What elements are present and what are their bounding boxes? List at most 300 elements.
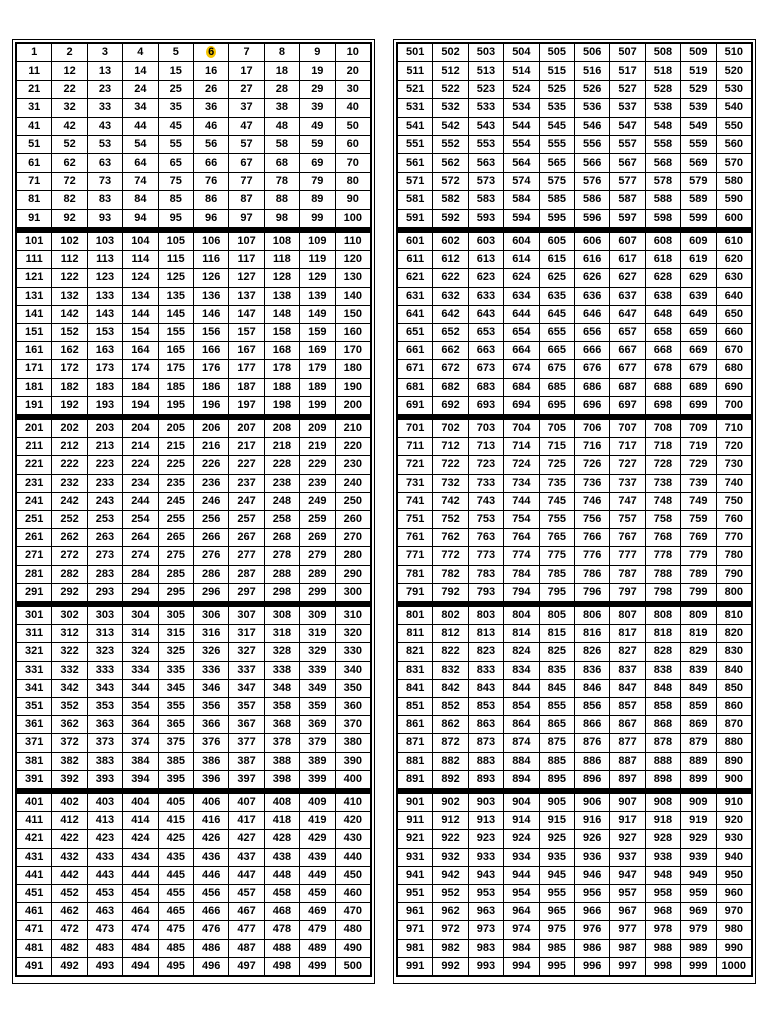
number-cell: 264 [123, 529, 158, 547]
number-table [16, 793, 371, 976]
number-cell: 125 [158, 269, 193, 287]
number-cell: 343 [87, 679, 122, 697]
number-cell: 61 [17, 154, 52, 172]
number-cell: 369 [300, 716, 335, 734]
number-cell: 653 [468, 323, 503, 341]
number-cell: 460 [335, 884, 370, 902]
number-cell: 895 [539, 770, 574, 788]
number-cell: 728 [645, 456, 680, 474]
number-cell: 240 [335, 474, 370, 492]
number-cell: 162 [52, 342, 87, 360]
number-cell: 543 [468, 117, 503, 135]
number-cell: 221 [17, 456, 52, 474]
number-cell: 502 [433, 44, 468, 62]
number-cell: 262 [52, 529, 87, 547]
number-cell: 688 [645, 378, 680, 396]
number-cell: 928 [645, 830, 680, 848]
number-cell: 187 [229, 378, 264, 396]
number-cell: 637 [610, 287, 645, 305]
number-cell: 891 [398, 770, 433, 788]
number-cell: 209 [300, 420, 335, 438]
number-cell: 116 [193, 251, 228, 269]
number-cell: 326 [193, 643, 228, 661]
number-cell: 48 [264, 117, 299, 135]
number-cell: 802 [433, 607, 468, 625]
number-cell: 370 [335, 716, 370, 734]
number-cell: 761 [398, 529, 433, 547]
number-cell: 175 [158, 360, 193, 378]
number-cell: 352 [52, 697, 87, 715]
number-cell: 765 [539, 529, 574, 547]
number-cell: 588 [645, 191, 680, 209]
number-cell: 995 [539, 957, 574, 975]
number-cell: 561 [398, 154, 433, 172]
number-cell: 959 [681, 884, 716, 902]
number-cell: 545 [539, 117, 574, 135]
number-cell: 409 [300, 794, 335, 812]
number-cell: 431 [17, 848, 52, 866]
number-cell: 513 [468, 62, 503, 80]
number-block [15, 42, 372, 229]
number-cell: 149 [300, 305, 335, 323]
number-cell: 132 [52, 287, 87, 305]
number-cell: 211 [17, 438, 52, 456]
number-cell: 173 [87, 360, 122, 378]
number-cell: 207 [229, 420, 264, 438]
number-cell: 167 [229, 342, 264, 360]
table-row [398, 770, 752, 788]
number-cell: 940 [716, 848, 751, 866]
number-cell: 3 [87, 44, 122, 62]
number-cell: 785 [539, 565, 574, 583]
number-cell: 725 [539, 456, 574, 474]
number-cell: 180 [335, 360, 370, 378]
number-cell: 260 [335, 510, 370, 528]
number-cell: 524 [504, 80, 539, 98]
table-row [398, 866, 752, 884]
number-cell: 843 [468, 679, 503, 697]
number-cell: 297 [229, 583, 264, 601]
number-cell: 982 [433, 939, 468, 957]
table-row [17, 44, 371, 62]
table-row [17, 154, 371, 172]
number-cell: 903 [468, 794, 503, 812]
number-cell: 5 [158, 44, 193, 62]
number-cell: 606 [574, 233, 609, 251]
number-cell: 42 [52, 117, 87, 135]
number-cell: 401 [17, 794, 52, 812]
number-cell: 67 [229, 154, 264, 172]
number-cell: 956 [574, 884, 609, 902]
number-cell: 491 [17, 957, 52, 975]
number-cell: 198 [264, 396, 299, 414]
number-cell: 248 [264, 492, 299, 510]
number-cell: 231 [17, 474, 52, 492]
table-row [17, 812, 371, 830]
number-cell: 533 [468, 99, 503, 117]
number-cell: 507 [610, 44, 645, 62]
number-cell: 314 [123, 625, 158, 643]
number-cell: 183 [87, 378, 122, 396]
number-cell: 24 [123, 80, 158, 98]
number-cell: 879 [681, 734, 716, 752]
number-cell: 135 [158, 287, 193, 305]
number-cell: 573 [468, 172, 503, 190]
number-cell: 268 [264, 529, 299, 547]
number-cell: 825 [539, 643, 574, 661]
number-cell: 462 [52, 903, 87, 921]
number-cell: 423 [87, 830, 122, 848]
number-cell: 815 [539, 625, 574, 643]
number-cell: 171 [17, 360, 52, 378]
number-cell: 213 [87, 438, 122, 456]
number-cell: 764 [504, 529, 539, 547]
number-cell: 987 [610, 939, 645, 957]
number-cell: 665 [539, 342, 574, 360]
number-cell: 767 [610, 529, 645, 547]
number-cell: 83 [87, 191, 122, 209]
number-cell: 487 [229, 939, 264, 957]
number-cell: 821 [398, 643, 433, 661]
number-cell: 804 [504, 607, 539, 625]
number-cell: 696 [574, 396, 609, 414]
number-cell: 113 [87, 251, 122, 269]
number-cell: 110 [335, 233, 370, 251]
number-cell: 854 [504, 697, 539, 715]
number-cell: 587 [610, 191, 645, 209]
number-cell: 397 [229, 770, 264, 788]
number-cell: 349 [300, 679, 335, 697]
number-cell: 852 [433, 697, 468, 715]
number-cell: 347 [229, 679, 264, 697]
number-cell: 824 [504, 643, 539, 661]
table-row [17, 233, 371, 251]
number-cell: 159 [300, 323, 335, 341]
number-cell: 918 [645, 812, 680, 830]
table-row [398, 323, 752, 341]
number-cell: 759 [681, 510, 716, 528]
number-cell: 182 [52, 378, 87, 396]
table-row [398, 172, 752, 190]
number-cell: 707 [610, 420, 645, 438]
number-cell: 862 [433, 716, 468, 734]
number-cell: 853 [468, 697, 503, 715]
number-cell: 822 [433, 643, 468, 661]
number-cell: 988 [645, 939, 680, 957]
number-cell: 14 [123, 62, 158, 80]
number-cell: 316 [193, 625, 228, 643]
number-cell: 295 [158, 583, 193, 601]
number-cell: 58 [264, 135, 299, 153]
table-row [17, 305, 371, 323]
number-cell: 367 [229, 716, 264, 734]
number-cell: 958 [645, 884, 680, 902]
number-cell: 324 [123, 643, 158, 661]
number-cell: 935 [539, 848, 574, 866]
number-cell: 429 [300, 830, 335, 848]
number-cell: 474 [123, 921, 158, 939]
number-cell: 227 [229, 456, 264, 474]
number-cell: 136 [193, 287, 228, 305]
number-cell: 538 [645, 99, 680, 117]
number-cell: 884 [504, 752, 539, 770]
number-cell: 565 [539, 154, 574, 172]
number-cell: 947 [610, 866, 645, 884]
number-cell: 32 [52, 99, 87, 117]
number-cell: 89 [300, 191, 335, 209]
number-cell: 577 [610, 172, 645, 190]
number-cell: 830 [716, 643, 751, 661]
number-block [15, 229, 372, 416]
number-cell: 839 [681, 661, 716, 679]
table-row [17, 939, 371, 957]
number-cell: 527 [610, 80, 645, 98]
number-cell: 563 [468, 154, 503, 172]
number-cell: 768 [645, 529, 680, 547]
table-row [17, 679, 371, 697]
table-row [17, 529, 371, 547]
number-cell: 690 [716, 378, 751, 396]
number-cell: 41 [17, 117, 52, 135]
number-cell: 832 [433, 661, 468, 679]
number-cell: 773 [468, 547, 503, 565]
number-cell: 621 [398, 269, 433, 287]
number-cell: 541 [398, 117, 433, 135]
number-cell: 838 [645, 661, 680, 679]
number-cell: 581 [398, 191, 433, 209]
number-cell: 579 [681, 172, 716, 190]
table-row [17, 770, 371, 788]
number-cell: 253 [87, 510, 122, 528]
number-cell: 609 [681, 233, 716, 251]
number-block [15, 790, 372, 977]
number-cell: 596 [574, 209, 609, 227]
number-cell: 425 [158, 830, 193, 848]
number-cell: 608 [645, 233, 680, 251]
number-cell: 692 [433, 396, 468, 414]
number-cell: 364 [123, 716, 158, 734]
number-cell: 740 [716, 474, 751, 492]
number-cell: 340 [335, 661, 370, 679]
number-cell: 285 [158, 565, 193, 583]
number-cell: 809 [681, 607, 716, 625]
table-row [398, 378, 752, 396]
number-cell: 656 [574, 323, 609, 341]
number-cell: 128 [264, 269, 299, 287]
number-cell: 181 [17, 378, 52, 396]
number-cell: 366 [193, 716, 228, 734]
number-cell: 451 [17, 884, 52, 902]
number-cell: 590 [716, 191, 751, 209]
number-cell: 301 [17, 607, 52, 625]
number-cell: 564 [504, 154, 539, 172]
number-cell: 225 [158, 456, 193, 474]
number-cell: 289 [300, 565, 335, 583]
number-cell: 562 [433, 154, 468, 172]
number-cell: 938 [645, 848, 680, 866]
number-cell: 427 [229, 830, 264, 848]
number-cell: 921 [398, 830, 433, 848]
number-cell: 791 [398, 583, 433, 601]
number-cell: 154 [123, 323, 158, 341]
number-cell: 643 [468, 305, 503, 323]
number-cell: 619 [681, 251, 716, 269]
number-cell: 634 [504, 287, 539, 305]
number-cell: 353 [87, 697, 122, 715]
number-cell: 769 [681, 529, 716, 547]
number-cell: 284 [123, 565, 158, 583]
number-cell: 403 [87, 794, 122, 812]
number-cell: 610 [716, 233, 751, 251]
number-cell: 8 [264, 44, 299, 62]
number-cell: 483 [87, 939, 122, 957]
number-cell: 339 [300, 661, 335, 679]
number-cell: 226 [193, 456, 228, 474]
number-cell: 997 [610, 957, 645, 975]
number-cell: 15 [158, 62, 193, 80]
number-cell: 258 [264, 510, 299, 528]
number-cell: 114 [123, 251, 158, 269]
table-row [398, 251, 752, 269]
number-cell: 449 [300, 866, 335, 884]
number-cell: 465 [158, 903, 193, 921]
number-cell: 661 [398, 342, 433, 360]
number-cell: 859 [681, 697, 716, 715]
number-cell: 719 [681, 438, 716, 456]
number-cell: 219 [300, 438, 335, 456]
number-cell: 806 [574, 607, 609, 625]
number-cell: 500 [335, 957, 370, 975]
number-cell: 908 [645, 794, 680, 812]
number-cell: 601 [398, 233, 433, 251]
number-cell: 560 [716, 135, 751, 153]
number-cell: 695 [539, 396, 574, 414]
number-cell: 239 [300, 474, 335, 492]
number-cell: 955 [539, 884, 574, 902]
number-cell: 749 [681, 492, 716, 510]
number-cell: 261 [17, 529, 52, 547]
table-row [398, 939, 752, 957]
number-cell: 945 [539, 866, 574, 884]
number-cell: 984 [504, 939, 539, 957]
number-cell: 595 [539, 209, 574, 227]
number-cell: 580 [716, 172, 751, 190]
number-cell: 230 [335, 456, 370, 474]
number-cell: 926 [574, 830, 609, 848]
number-cell: 271 [17, 547, 52, 565]
number-cell: 335 [158, 661, 193, 679]
number-cell: 13 [87, 62, 122, 80]
number-cell: 939 [681, 848, 716, 866]
number-cell: 529 [681, 80, 716, 98]
number-cell: 762 [433, 529, 468, 547]
number-cell: 433 [87, 848, 122, 866]
number-cell: 831 [398, 661, 433, 679]
number-cell: 348 [264, 679, 299, 697]
number-cell: 964 [504, 903, 539, 921]
number-cell: 936 [574, 848, 609, 866]
number-cell: 202 [52, 420, 87, 438]
table-row [398, 884, 752, 902]
number-cell: 160 [335, 323, 370, 341]
number-cell: 272 [52, 547, 87, 565]
number-cell: 828 [645, 643, 680, 661]
table-row [398, 287, 752, 305]
number-cell: 365 [158, 716, 193, 734]
number-cell: 948 [645, 866, 680, 884]
number-cell: 913 [468, 812, 503, 830]
number-cell: 148 [264, 305, 299, 323]
number-cell: 974 [504, 921, 539, 939]
number-cell: 670 [716, 342, 751, 360]
number-cell: 457 [229, 884, 264, 902]
number-cell: 989 [681, 939, 716, 957]
number-cell: 911 [398, 812, 433, 830]
number-cell: 481 [17, 939, 52, 957]
number-cell: 803 [468, 607, 503, 625]
number-cell: 29 [300, 80, 335, 98]
number-cell: 138 [264, 287, 299, 305]
number-cell: 813 [468, 625, 503, 643]
number-cell: 410 [335, 794, 370, 812]
number-cell: 836 [574, 661, 609, 679]
number-cell: 795 [539, 583, 574, 601]
number-cell: 797 [610, 583, 645, 601]
number-cell: 671 [398, 360, 433, 378]
number-cell: 94 [123, 209, 158, 227]
number-cell: 328 [264, 643, 299, 661]
number-cell: 980 [716, 921, 751, 939]
table-row [17, 287, 371, 305]
number-cell: 450 [335, 866, 370, 884]
table-row [17, 661, 371, 679]
number-cell: 542 [433, 117, 468, 135]
number-cell: 476 [193, 921, 228, 939]
number-cell: 631 [398, 287, 433, 305]
number-cell: 57 [229, 135, 264, 153]
number-cell: 973 [468, 921, 503, 939]
number-cell: 641 [398, 305, 433, 323]
number-cell: 503 [468, 44, 503, 62]
number-cell: 133 [87, 287, 122, 305]
number-cell: 750 [716, 492, 751, 510]
number-cell: 840 [716, 661, 751, 679]
number-cell: 774 [504, 547, 539, 565]
number-cell: 681 [398, 378, 433, 396]
number-cell: 304 [123, 607, 158, 625]
number-cell: 345 [158, 679, 193, 697]
number-cell: 223 [87, 456, 122, 474]
number-cell: 518 [645, 62, 680, 80]
number-cell: 553 [468, 135, 503, 153]
number-cell: 387 [229, 752, 264, 770]
number-cell: 927 [610, 830, 645, 848]
table-row [398, 44, 752, 62]
number-cell: 568 [645, 154, 680, 172]
table-row [398, 848, 752, 866]
number-cell: 184 [123, 378, 158, 396]
number-cell: 521 [398, 80, 433, 98]
number-cell: 870 [716, 716, 751, 734]
number-cell: 990 [716, 939, 751, 957]
number-cell: 617 [610, 251, 645, 269]
number-cell: 622 [433, 269, 468, 287]
number-cell: 827 [610, 643, 645, 661]
number-cell: 996 [574, 957, 609, 975]
number-cell: 415 [158, 812, 193, 830]
table-row [17, 697, 371, 715]
number-cell: 726 [574, 456, 609, 474]
